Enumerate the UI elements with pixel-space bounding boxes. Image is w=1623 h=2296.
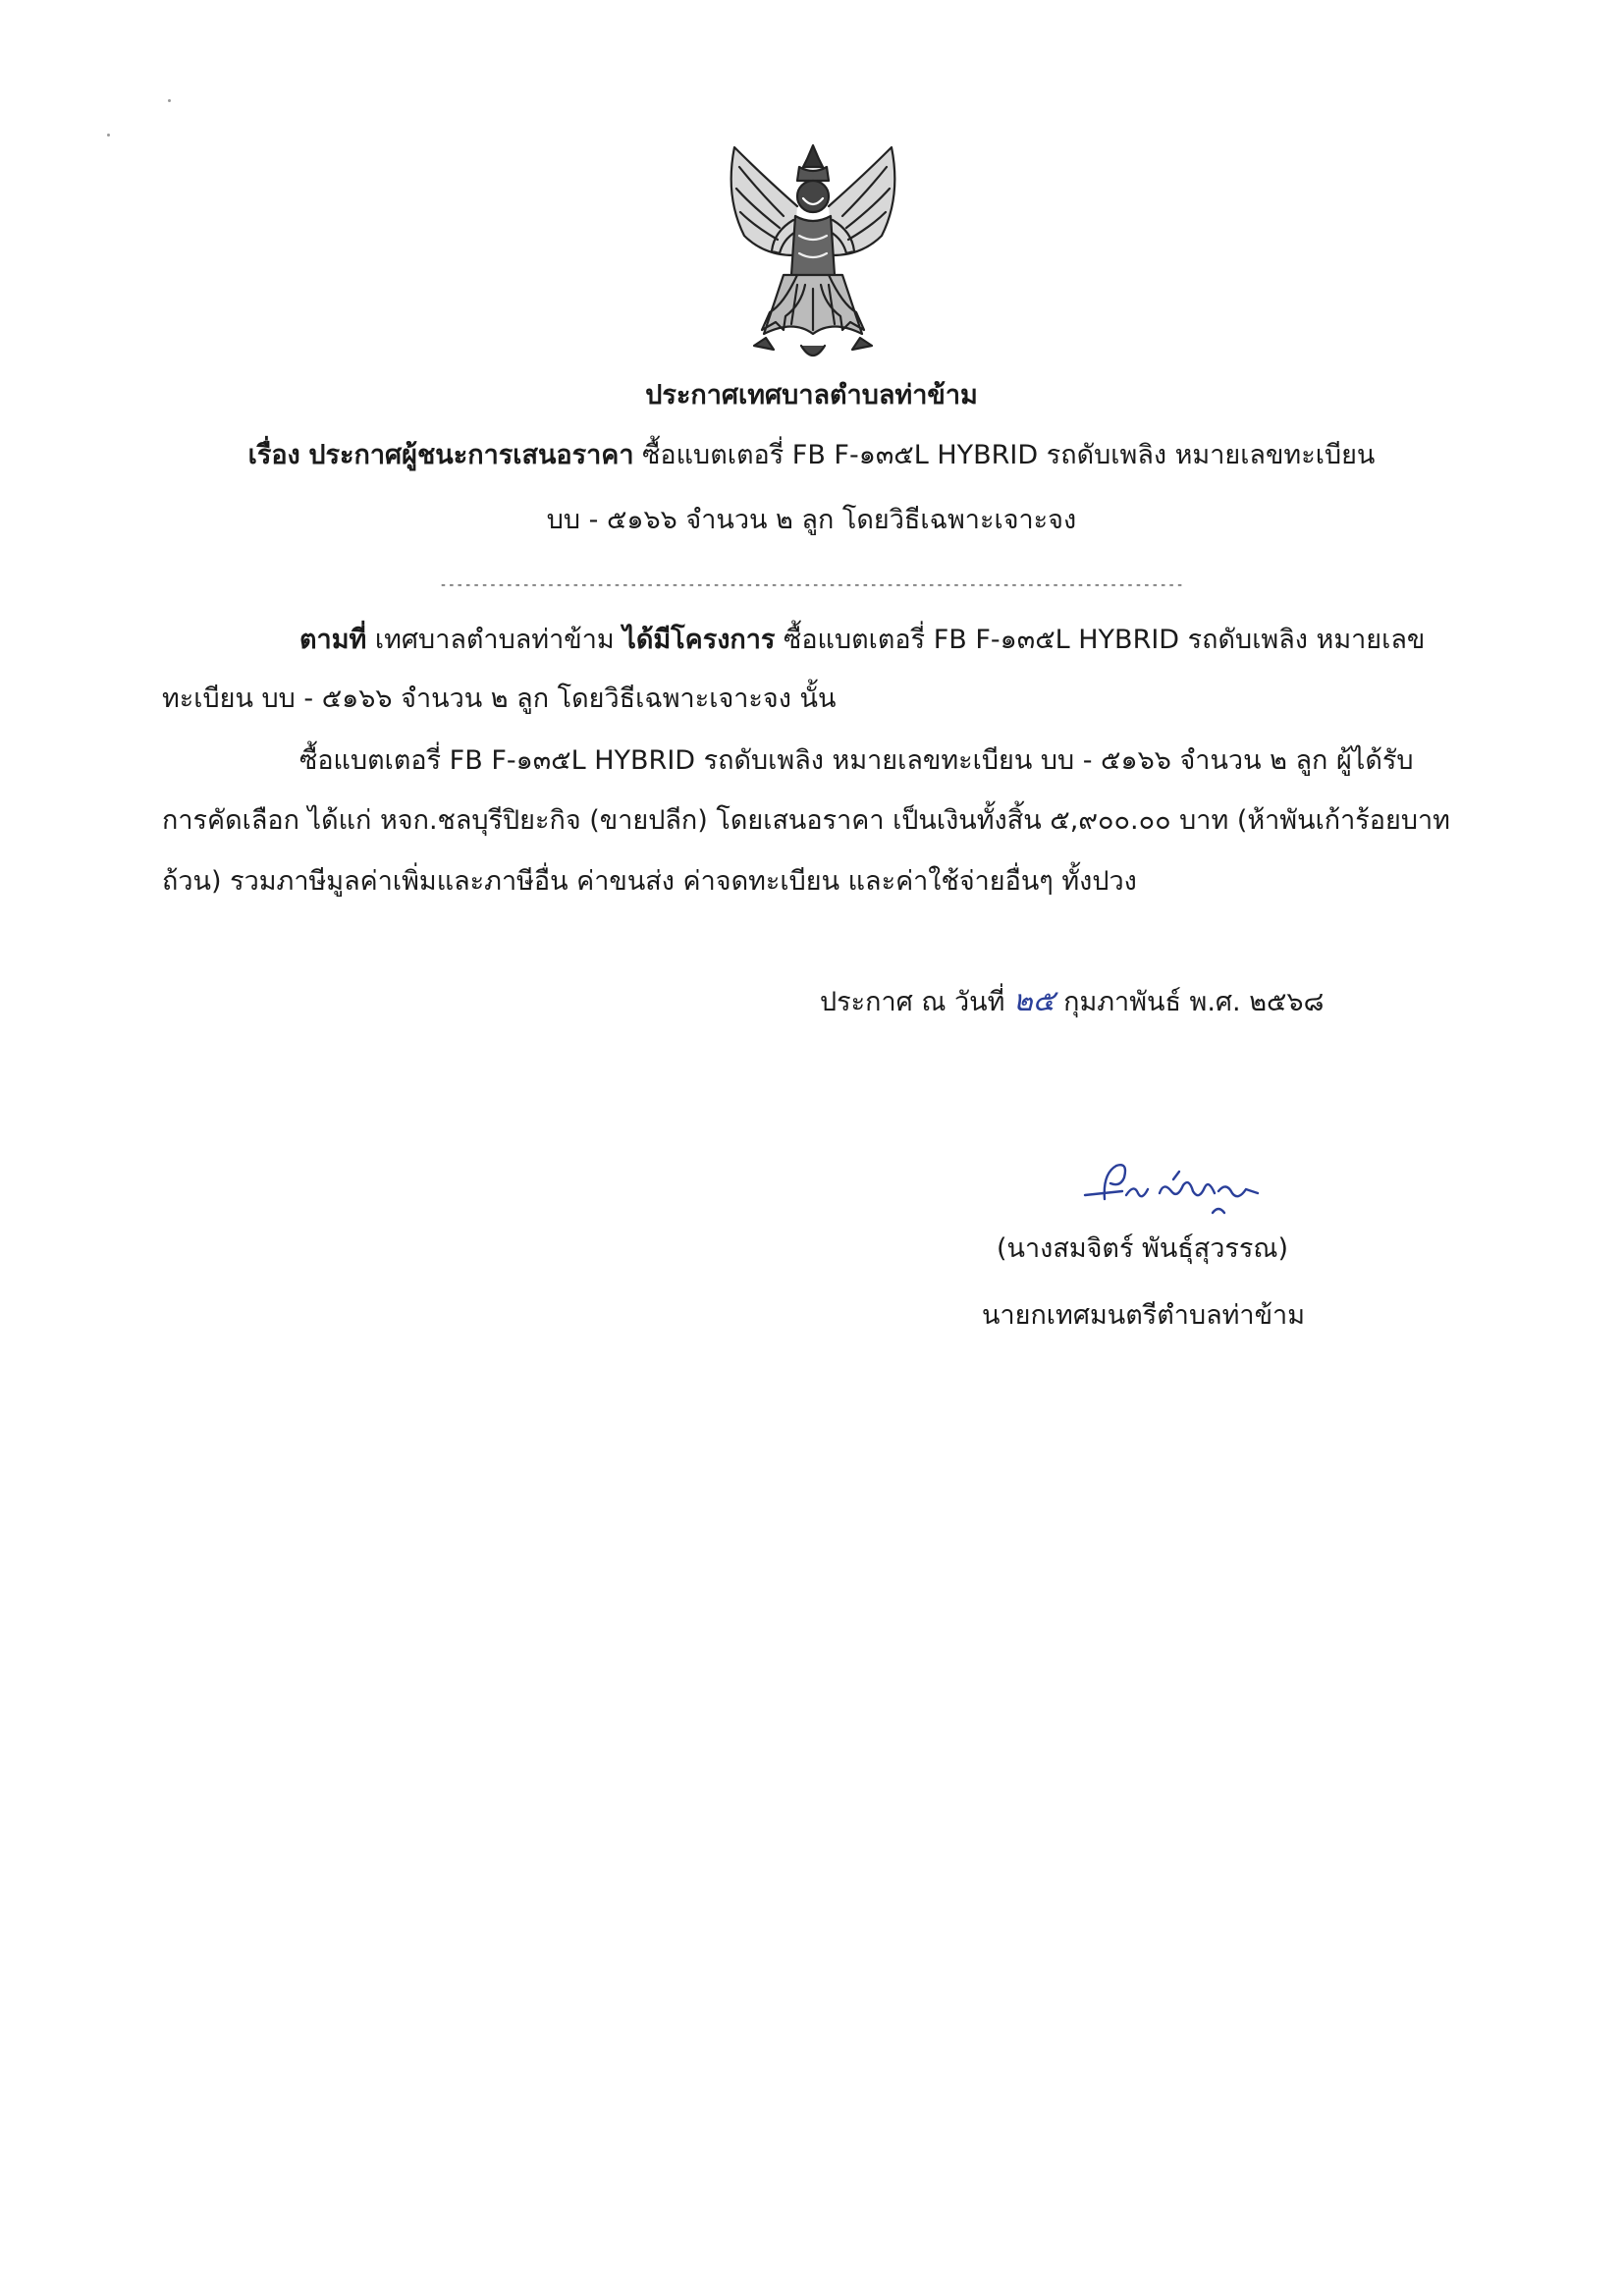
announce-prefix: ประกาศ ณ วันที่ [820, 987, 1005, 1017]
p1-org: เทศบาลตำบลท่าข้าม [374, 625, 615, 655]
scan-speck [107, 134, 110, 137]
paragraph-1-line-1 [299, 623, 1425, 658]
separator-line: ------------------------------------------------------------------------------------------ [439, 577, 1184, 593]
paragraph-1-line-2: ทะเบียน บบ - ๕๑๖๖ จำนวน ๒ ลูก โดยวิธีเฉพาะเจาะจง นั้น [162, 683, 837, 714]
paragraph-2-line-1: ซื้อแบตเตอรี่ FB F-๑๓๕L HYBRID รถดับเพลิง หมายเลขทะเบียน บบ - ๕๑๖๖ จำนวน ๒ ลูก ผู้ได้รับ [299, 745, 1414, 776]
org-title: ประกาศเทศบาลตำบลท่าข้าม [645, 380, 978, 410]
paragraph-2-line-2: การคัดเลือก ได้แก่ หจก.ชลบุรีปิยะกิจ (ขายปลีก) โดยเสนอราคา เป็นเงินทั้งสิ้น ๕,๙๐๐.๐๐ บาท (ห้าพันเก้าร้อยบาท [162, 805, 1450, 836]
announce-month-year: กุมภาพันธ์ พ.ศ. ๒๕๖๘ [1063, 987, 1325, 1017]
subject-bold: ประกาศผู้ชนะการเสนอราคา [308, 440, 634, 470]
subject-line-1 [0, 438, 1623, 473]
scan-speck [168, 99, 171, 102]
signer-name: (นางสมจิตร์ พันธุ์สุวรรณ) [997, 1233, 1289, 1264]
handwritten-day: ๒๕ [1013, 984, 1055, 1018]
announce-date [820, 984, 1324, 1020]
subject-line-2: บบ - ๕๑๖๖ จำนวน ๒ ลูก โดยวิธีเฉพาะเจาะจง [546, 505, 1077, 535]
subject-label: เรื่อง [247, 440, 300, 470]
thai-garuda-emblem-icon [715, 137, 911, 373]
signer-position: นายกเทศมนตรีตำบลท่าข้าม [982, 1300, 1305, 1331]
handwritten-signature-icon [1065, 1144, 1281, 1223]
p1-mid: ได้มีโครงการ [622, 625, 776, 655]
p1-rest: ซื้อแบตเตอรี่ FB F-๑๓๕L HYBRID รถดับเพลิง หมายเลข [784, 625, 1426, 655]
subject-rest: ซื้อแบตเตอรี่ FB F-๑๓๕L HYBRID รถดับเพลิง หมายเลขทะเบียน [642, 440, 1376, 470]
p1-lead: ตามที่ [299, 625, 367, 655]
paragraph-2-line-3: ถ้วน) รวมภาษีมูลค่าเพิ่มและภาษีอื่น ค่าขนส่ง ค่าจดทะเบียน และค่าใช้จ่ายอื่นๆ ทั้งปวง [162, 866, 1137, 897]
